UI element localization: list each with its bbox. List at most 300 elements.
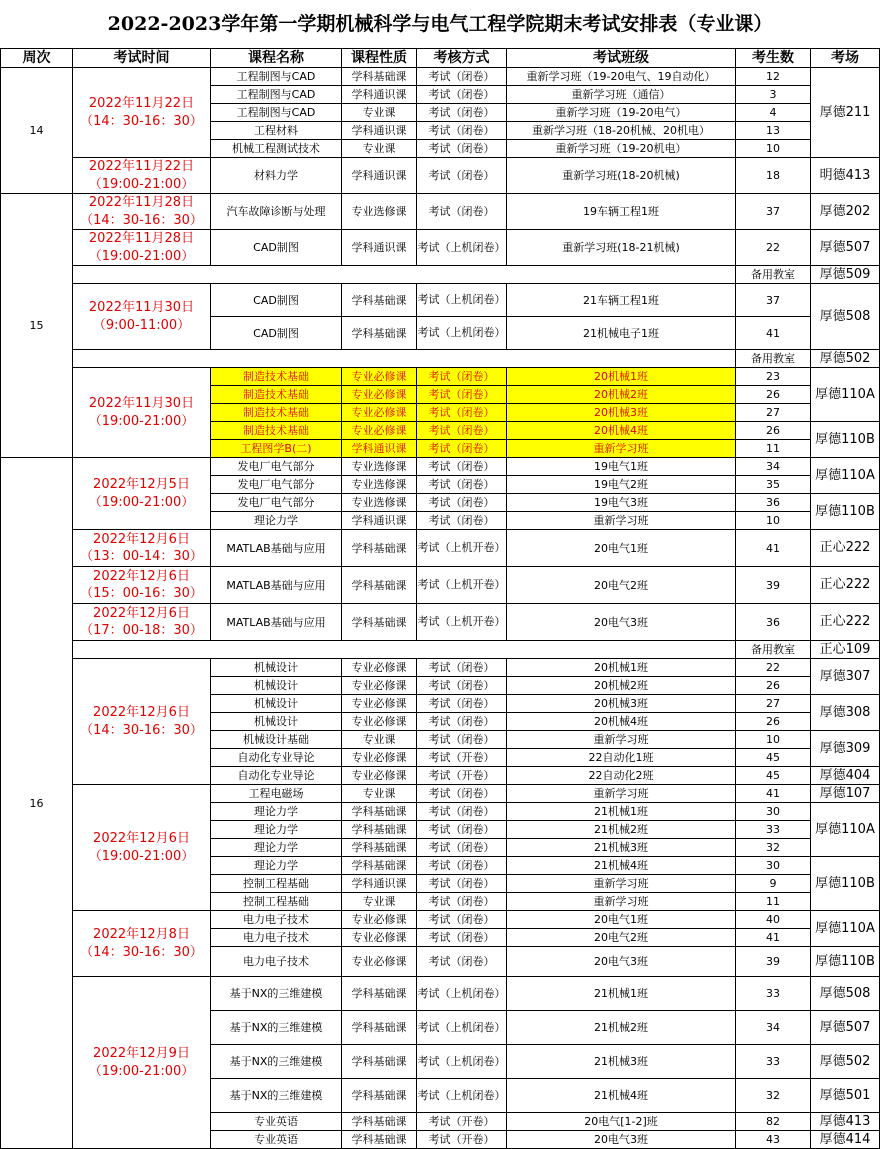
course-name-cell: 自动化专业导论: [211, 767, 342, 785]
exam-time-cell: 2022年11月28日 （19:00-21:00）: [73, 230, 211, 266]
exam-class-cell: 22自动化2班: [507, 767, 736, 785]
exam-class-cell: 22自动化1班: [507, 749, 736, 767]
course-type-cell: 专业必修课: [342, 929, 417, 947]
student-count-cell: 11: [736, 440, 811, 458]
header-method: 考核方式: [417, 49, 507, 68]
exam-method-cell: 考试（闭卷）: [417, 821, 507, 839]
header-room: 考场: [811, 49, 880, 68]
exam-method-cell: 考试（闭卷）: [417, 911, 507, 929]
header-time: 考试时间: [73, 49, 211, 68]
exam-method-cell: 考试（闭卷）: [417, 386, 507, 404]
exam-class-cell: 19电气3班: [507, 494, 736, 512]
exam-method-cell: 考试（闭卷）: [417, 68, 507, 86]
exam-method-cell: 考试（闭卷）: [417, 440, 507, 458]
course-name-cell: 基于NX的三维建模: [211, 977, 342, 1011]
student-count-cell: 32: [736, 1079, 811, 1113]
exam-method-cell: 考试（闭卷）: [417, 875, 507, 893]
course-name-cell: 制造技术基础: [211, 368, 342, 386]
exam-class-cell: 20机械1班: [507, 368, 736, 386]
table-row: [1, 977, 880, 1011]
course-type-cell: 学科基础课: [342, 1045, 417, 1079]
exam-class-cell: 20机械3班: [507, 404, 736, 422]
exam-room-cell: 厚德309: [811, 731, 880, 767]
student-count-cell: 39: [736, 947, 811, 977]
exam-method-cell: 考试（闭卷）: [417, 803, 507, 821]
student-count-cell: 10: [736, 731, 811, 749]
exam-room-cell: 厚德110B: [811, 422, 880, 458]
course-name-cell: 汽车故障诊断与处理: [211, 194, 342, 230]
student-count-cell: 27: [736, 695, 811, 713]
exam-method-cell: 考试（开卷）: [417, 749, 507, 767]
course-name-cell: 发电厂电气部分: [211, 458, 342, 476]
exam-class-cell: 21机械4班: [507, 1079, 736, 1113]
exam-class-cell: 重新学习班(18-20机械): [507, 158, 736, 194]
exam-room-cell: 厚德502: [811, 1045, 880, 1079]
exam-class-cell: 20电气3班: [507, 947, 736, 977]
course-type-cell: 专业必修课: [342, 749, 417, 767]
course-name-cell: 理论力学: [211, 821, 342, 839]
course-type-cell: 专业课: [342, 785, 417, 803]
exam-room-cell: 厚德110A: [811, 911, 880, 947]
course-name-cell: CAD制图: [211, 317, 342, 350]
course-name-cell: 机械设计基础: [211, 731, 342, 749]
course-name-cell: 工程制图与CAD: [211, 104, 342, 122]
student-count-cell: 30: [736, 857, 811, 875]
course-name-cell: 制造技术基础: [211, 422, 342, 440]
course-name-cell: CAD制图: [211, 230, 342, 266]
student-count-cell: 37: [736, 284, 811, 317]
course-type-cell: 学科基础课: [342, 839, 417, 857]
exam-method-cell: 考试（上机闭卷）: [417, 1079, 507, 1113]
course-name-cell: 理论力学: [211, 512, 342, 530]
exam-room-cell: 厚德508: [811, 284, 880, 350]
student-count-cell: 26: [736, 713, 811, 731]
exam-room-cell: 厚德413: [811, 1113, 880, 1131]
student-count-cell: 26: [736, 386, 811, 404]
student-count-cell: 39: [736, 567, 811, 604]
student-count-cell: 40: [736, 911, 811, 929]
spacer-row: [1, 350, 880, 368]
student-count-cell: 10: [736, 140, 811, 158]
course-name-cell: 工程电磁场: [211, 785, 342, 803]
course-name-cell: 发电厂电气部分: [211, 476, 342, 494]
student-count-cell: 34: [736, 1011, 811, 1045]
exam-room-cell: 厚德414: [811, 1131, 880, 1149]
table-row: [1, 567, 880, 604]
spacer-row: [1, 641, 880, 659]
course-type-cell: 学科基础课: [342, 1079, 417, 1113]
course-type-cell: 学科通识课: [342, 440, 417, 458]
table-row: [1, 284, 880, 317]
exam-class-cell: 21机械1班: [507, 803, 736, 821]
exam-class-cell: 19电气2班: [507, 476, 736, 494]
exam-room-cell: 厚德110A: [811, 803, 880, 857]
exam-method-cell: 考试（闭卷）: [417, 158, 507, 194]
exam-method-cell: 考试（闭卷）: [417, 839, 507, 857]
exam-method-cell: 考试（上机开卷）: [417, 604, 507, 641]
course-name-cell: 电力电子技术: [211, 911, 342, 929]
exam-method-cell: 考试（闭卷）: [417, 512, 507, 530]
exam-method-cell: 考试（闭卷）: [417, 785, 507, 803]
exam-method-cell: 考试（闭卷）: [417, 122, 507, 140]
course-name-cell: 基于NX的三维建模: [211, 1045, 342, 1079]
student-count-cell: 13: [736, 122, 811, 140]
exam-room-cell: 厚德110A: [811, 368, 880, 422]
exam-room-cell: 正心109: [811, 641, 880, 659]
table-row: [1, 604, 880, 641]
exam-class-cell: 21机械2班: [507, 1011, 736, 1045]
exam-class-cell: 20机械2班: [507, 386, 736, 404]
exam-class-cell: 21机械3班: [507, 1045, 736, 1079]
student-count-cell: 22: [736, 659, 811, 677]
exam-room-cell: 厚德307: [811, 659, 880, 695]
empty-cell: [73, 266, 736, 284]
exam-method-cell: 考试（上机闭卷）: [417, 317, 507, 350]
course-name-cell: 专业英语: [211, 1131, 342, 1149]
exam-class-cell: 重新学习班: [507, 731, 736, 749]
course-name-cell: 发电厂电气部分: [211, 494, 342, 512]
exam-method-cell: 考试（闭卷）: [417, 893, 507, 911]
exam-class-cell: 重新学习班: [507, 785, 736, 803]
student-count-cell: 41: [736, 530, 811, 567]
exam-class-cell: 重新学习班（通信）: [507, 86, 736, 104]
course-type-cell: 专业课: [342, 731, 417, 749]
course-name-cell: 材料力学: [211, 158, 342, 194]
exam-method-cell: 考试（闭卷）: [417, 404, 507, 422]
course-name-cell: 机械设计: [211, 677, 342, 695]
student-count-cell: 33: [736, 977, 811, 1011]
backup-room-label: 备用教室: [736, 641, 811, 659]
course-type-cell: 学科通识课: [342, 512, 417, 530]
exam-class-cell: 重新学习班（18-20机械、20机电）: [507, 122, 736, 140]
exam-class-cell: 20机械1班: [507, 659, 736, 677]
course-type-cell: 专业课: [342, 140, 417, 158]
exam-class-cell: 21机械2班: [507, 821, 736, 839]
exam-time-cell: 2022年12月9日 （19:00-21:00）: [73, 977, 211, 1149]
exam-class-cell: 19电气1班: [507, 458, 736, 476]
course-name-cell: 控制工程基础: [211, 875, 342, 893]
course-type-cell: 专业必修课: [342, 404, 417, 422]
exam-room-cell: 厚德507: [811, 230, 880, 266]
exam-room-cell: 厚德509: [811, 266, 880, 284]
course-type-cell: 专业必修课: [342, 422, 417, 440]
course-type-cell: 专业选修课: [342, 458, 417, 476]
exam-class-cell: 20机械3班: [507, 695, 736, 713]
student-count-cell: 82: [736, 1113, 811, 1131]
exam-time-cell: 2022年11月28日 （14：30-16：30）: [73, 194, 211, 230]
course-name-cell: 制造技术基础: [211, 404, 342, 422]
backup-room-label: 备用教室: [736, 350, 811, 368]
course-name-cell: 机械设计: [211, 695, 342, 713]
table-row: [1, 368, 880, 386]
exam-method-cell: 考试（闭卷）: [417, 104, 507, 122]
course-type-cell: 专业课: [342, 104, 417, 122]
course-name-cell: 控制工程基础: [211, 893, 342, 911]
exam-method-cell: 考试（上机闭卷）: [417, 230, 507, 266]
course-name-cell: 基于NX的三维建模: [211, 1079, 342, 1113]
student-count-cell: 26: [736, 422, 811, 440]
exam-class-cell: 21机械1班: [507, 977, 736, 1011]
exam-method-cell: 考试（闭卷）: [417, 476, 507, 494]
exam-class-cell: 重新学习班（19-20机电）: [507, 140, 736, 158]
student-count-cell: 34: [736, 458, 811, 476]
exam-room-cell: 正心222: [811, 530, 880, 567]
course-type-cell: 学科基础课: [342, 68, 417, 86]
student-count-cell: 22: [736, 230, 811, 266]
course-name-cell: MATLAB基础与应用: [211, 567, 342, 604]
exam-time-cell: 2022年12月6日 （15：00-16：30）: [73, 567, 211, 604]
exam-class-cell: 重新学习班（19-20电气、19自动化）: [507, 68, 736, 86]
course-name-cell: 专业英语: [211, 1113, 342, 1131]
exam-method-cell: 考试（闭卷）: [417, 857, 507, 875]
course-name-cell: 理论力学: [211, 803, 342, 821]
exam-time-cell: 2022年12月6日 （13：00-14：30）: [73, 530, 211, 567]
course-type-cell: 专业必修课: [342, 911, 417, 929]
exam-method-cell: 考试（闭卷）: [417, 695, 507, 713]
header-count: 考生数: [736, 49, 811, 68]
course-name-cell: 制造技术基础: [211, 386, 342, 404]
exam-time-cell: 2022年11月30日 （9:00-11:00）: [73, 284, 211, 350]
exam-room-cell: 正心222: [811, 604, 880, 641]
student-count-cell: 3: [736, 86, 811, 104]
exam-room-cell: 厚德508: [811, 977, 880, 1011]
header-class: 考试班级: [507, 49, 736, 68]
backup-room-label: 备用教室: [736, 266, 811, 284]
exam-room-cell: 明德413: [811, 158, 880, 194]
student-count-cell: 33: [736, 821, 811, 839]
table-row: [1, 68, 880, 86]
exam-room-cell: 厚德107: [811, 785, 880, 803]
course-type-cell: 学科基础课: [342, 857, 417, 875]
course-name-cell: CAD制图: [211, 284, 342, 317]
exam-time-cell: 2022年12月5日 （19:00-21:00）: [73, 458, 211, 530]
table-row: [1, 458, 880, 476]
exam-room-cell: 厚德202: [811, 194, 880, 230]
exam-class-cell: 19车辆工程1班: [507, 194, 736, 230]
exam-class-cell: 重新学习班: [507, 440, 736, 458]
exam-time-cell: 2022年11月22日 （14：30-16：30）: [73, 68, 211, 158]
course-name-cell: 自动化专业导论: [211, 749, 342, 767]
student-count-cell: 41: [736, 785, 811, 803]
course-type-cell: 专业课: [342, 893, 417, 911]
exam-method-cell: 考试（闭卷）: [417, 677, 507, 695]
course-name-cell: 机械设计: [211, 659, 342, 677]
student-count-cell: 32: [736, 839, 811, 857]
student-count-cell: 30: [736, 803, 811, 821]
exam-method-cell: 考试（闭卷）: [417, 140, 507, 158]
week-cell: 15: [1, 194, 73, 458]
course-type-cell: 学科基础课: [342, 977, 417, 1011]
course-type-cell: 学科通识课: [342, 158, 417, 194]
header-week: 周次: [1, 49, 73, 68]
table-row: [1, 911, 880, 929]
course-type-cell: 学科通识课: [342, 230, 417, 266]
table-row: [1, 194, 880, 230]
student-count-cell: 23: [736, 368, 811, 386]
exam-class-cell: 20电气1班: [507, 530, 736, 567]
course-type-cell: 专业必修课: [342, 659, 417, 677]
table-row: [1, 158, 880, 194]
course-type-cell: 学科基础课: [342, 1011, 417, 1045]
exam-class-cell: 20机械2班: [507, 677, 736, 695]
course-name-cell: 工程制图与CAD: [211, 86, 342, 104]
exam-time-cell: 2022年12月8日 （14：30-16：30）: [73, 911, 211, 977]
student-count-cell: 11: [736, 893, 811, 911]
course-name-cell: 工程材料: [211, 122, 342, 140]
course-name-cell: 电力电子技术: [211, 947, 342, 977]
course-type-cell: 学科基础课: [342, 803, 417, 821]
course-type-cell: 专业必修课: [342, 947, 417, 977]
exam-room-cell: 厚德110B: [811, 494, 880, 530]
course-name-cell: 工程图学B(二): [211, 440, 342, 458]
spacer-row: [1, 266, 880, 284]
course-type-cell: 专业必修课: [342, 695, 417, 713]
course-type-cell: 专业选修课: [342, 194, 417, 230]
exam-room-cell: 厚德110B: [811, 857, 880, 911]
exam-room-cell: 厚德404: [811, 767, 880, 785]
exam-method-cell: 考试（开卷）: [417, 767, 507, 785]
exam-class-cell: 21机械电子1班: [507, 317, 736, 350]
exam-method-cell: 考试（开卷）: [417, 1131, 507, 1149]
exam-time-cell: 2022年12月6日 （17：00-18：30）: [73, 604, 211, 641]
exam-class-cell: 重新学习班: [507, 512, 736, 530]
course-name-cell: 理论力学: [211, 857, 342, 875]
exam-time-cell: 2022年11月30日 （19:00-21:00）: [73, 368, 211, 458]
exam-class-cell: 20电气2班: [507, 929, 736, 947]
course-type-cell: 专业选修课: [342, 494, 417, 512]
course-type-cell: 学科通识课: [342, 875, 417, 893]
course-type-cell: 专业选修课: [342, 476, 417, 494]
exam-class-cell: 20电气[1-2]班: [507, 1113, 736, 1131]
student-count-cell: 12: [736, 68, 811, 86]
exam-room-cell: 正心222: [811, 567, 880, 604]
exam-class-cell: 重新学习班(18-21机械): [507, 230, 736, 266]
header-row: [1, 49, 880, 68]
course-type-cell: 专业必修课: [342, 713, 417, 731]
exam-time-cell: 2022年12月6日 （14：30-16：30）: [73, 659, 211, 785]
course-name-cell: 理论力学: [211, 839, 342, 857]
student-count-cell: 43: [736, 1131, 811, 1149]
student-count-cell: 27: [736, 404, 811, 422]
course-type-cell: 学科基础课: [342, 530, 417, 567]
course-type-cell: 学科基础课: [342, 1131, 417, 1149]
exam-method-cell: 考试（闭卷）: [417, 368, 507, 386]
exam-method-cell: 考试（闭卷）: [417, 659, 507, 677]
exam-time-cell: 2022年11月22日 （19:00-21:00）: [73, 158, 211, 194]
exam-method-cell: 考试（闭卷）: [417, 494, 507, 512]
exam-method-cell: 考试（上机开卷）: [417, 530, 507, 567]
exam-class-cell: 重新学习班（19-20电气）: [507, 104, 736, 122]
exam-class-cell: 21车辆工程1班: [507, 284, 736, 317]
header-type: 课程性质: [342, 49, 417, 68]
student-count-cell: 36: [736, 494, 811, 512]
exam-room-cell: 厚德211: [811, 68, 880, 158]
exam-class-cell: 20机械4班: [507, 713, 736, 731]
exam-method-cell: 考试（上机闭卷）: [417, 1045, 507, 1079]
exam-room-cell: 厚德308: [811, 695, 880, 731]
course-name-cell: 机械设计: [211, 713, 342, 731]
course-type-cell: 学科基础课: [342, 284, 417, 317]
empty-cell: [73, 641, 736, 659]
exam-method-cell: 考试（闭卷）: [417, 947, 507, 977]
course-type-cell: 专业必修课: [342, 767, 417, 785]
week-cell: 14: [1, 68, 73, 194]
exam-method-cell: 考试（上机闭卷）: [417, 977, 507, 1011]
course-name-cell: 电力电子技术: [211, 929, 342, 947]
course-name-cell: MATLAB基础与应用: [211, 604, 342, 641]
student-count-cell: 4: [736, 104, 811, 122]
exam-method-cell: 考试（上机闭卷）: [417, 284, 507, 317]
course-type-cell: 学科基础课: [342, 604, 417, 641]
student-count-cell: 41: [736, 929, 811, 947]
exam-time-cell: 2022年12月6日 （19:00-21:00）: [73, 785, 211, 911]
exam-class-cell: 20电气1班: [507, 911, 736, 929]
exam-class-cell: 20电气3班: [507, 1131, 736, 1149]
exam-method-cell: 考试（上机开卷）: [417, 567, 507, 604]
exam-room-cell: 厚德110A: [811, 458, 880, 494]
exam-method-cell: 考试（闭卷）: [417, 713, 507, 731]
exam-method-cell: 考试（闭卷）: [417, 86, 507, 104]
student-count-cell: 10: [736, 512, 811, 530]
course-type-cell: 学科基础课: [342, 317, 417, 350]
student-count-cell: 45: [736, 749, 811, 767]
student-count-cell: 9: [736, 875, 811, 893]
empty-cell: [73, 350, 736, 368]
exam-method-cell: 考试（闭卷）: [417, 458, 507, 476]
header-course: 课程名称: [211, 49, 342, 68]
exam-class-cell: 21机械4班: [507, 857, 736, 875]
student-count-cell: 37: [736, 194, 811, 230]
course-name-cell: 工程制图与CAD: [211, 68, 342, 86]
exam-method-cell: 考试（闭卷）: [417, 422, 507, 440]
exam-method-cell: 考试（上机闭卷）: [417, 1011, 507, 1045]
course-type-cell: 学科基础课: [342, 1113, 417, 1131]
exam-method-cell: 考试（开卷）: [417, 1113, 507, 1131]
course-type-cell: 学科基础课: [342, 567, 417, 604]
course-type-cell: 学科通识课: [342, 122, 417, 140]
exam-class-cell: 重新学习班: [507, 875, 736, 893]
table-row: [1, 785, 880, 803]
exam-room-cell: 厚德110B: [811, 947, 880, 977]
student-count-cell: 33: [736, 1045, 811, 1079]
exam-class-cell: 20电气3班: [507, 604, 736, 641]
exam-method-cell: 考试（闭卷）: [417, 929, 507, 947]
course-type-cell: 专业必修课: [342, 368, 417, 386]
student-count-cell: 35: [736, 476, 811, 494]
table-row: [1, 659, 880, 677]
course-type-cell: 专业必修课: [342, 386, 417, 404]
exam-method-cell: 考试（闭卷）: [417, 194, 507, 230]
exam-method-cell: 考试（闭卷）: [417, 731, 507, 749]
student-count-cell: 45: [736, 767, 811, 785]
course-name-cell: 机械工程测试技术: [211, 140, 342, 158]
exam-class-cell: 重新学习班: [507, 893, 736, 911]
student-count-cell: 36: [736, 604, 811, 641]
exam-room-cell: 厚德507: [811, 1011, 880, 1045]
table-row: [1, 230, 880, 266]
course-name-cell: 基于NX的三维建模: [211, 1011, 342, 1045]
course-type-cell: 学科通识课: [342, 86, 417, 104]
week-cell: 16: [1, 458, 73, 1149]
exam-class-cell: 20机械4班: [507, 422, 736, 440]
exam-class-cell: 20电气2班: [507, 567, 736, 604]
student-count-cell: 18: [736, 158, 811, 194]
course-type-cell: 学科基础课: [342, 821, 417, 839]
exam-room-cell: 厚德501: [811, 1079, 880, 1113]
exam-schedule-table: [0, 48, 880, 1149]
course-type-cell: 专业必修课: [342, 677, 417, 695]
table-row: [1, 530, 880, 567]
